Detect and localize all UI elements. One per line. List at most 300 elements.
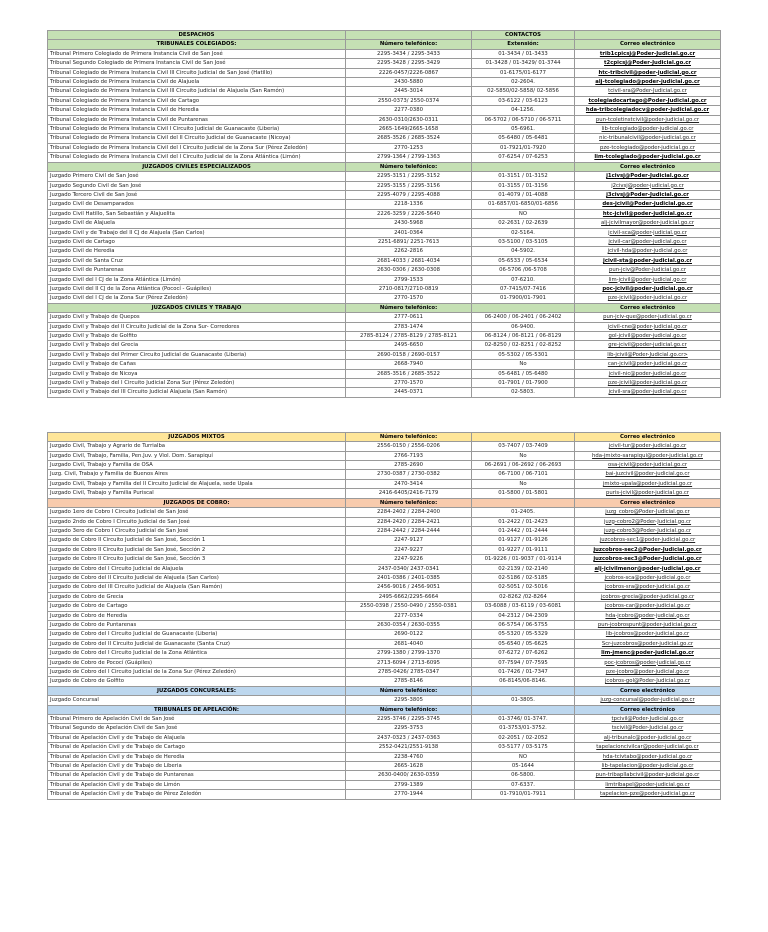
email-link[interactable]: jcivil-sra@poder-judicial.go.cr [608,389,687,396]
table-row [48,59,721,68]
table-row [48,247,721,256]
extension: 06-8124 / 06-8121 / 06-8129 [472,332,575,341]
table-row [48,388,721,397]
extension: 02-5850/02-5858/ 02-5856 [472,87,575,96]
extension: 01-2405. [472,508,575,517]
extension: 05-6540 / 05-6625 [472,639,575,648]
table-row [48,639,721,648]
table-row [48,256,721,265]
email-address[interactable] [575,350,721,359]
extension: 01-7426 / 01-7347 [472,668,575,677]
column-header [346,31,472,40]
email-address[interactable] [575,143,721,152]
email-address[interactable] [575,379,721,388]
email-link[interactable]: des-jcivil@Poder-judicial.go.cr [602,201,693,208]
email-address[interactable] [575,181,721,190]
email-link[interactable]: juzg-cobro3@Poder-Judicial.go.cr [603,527,692,534]
email-link[interactable]: jcivil-hda@poder-judicial.go.cr [607,248,688,255]
email-address[interactable] [575,360,721,369]
phone-number: 2295-3753 [346,724,472,733]
office-name: Juzgado de Cobro del II Circuito Judicial de Guanacaste (Santa Cruz) [48,639,346,648]
email-address[interactable] [575,461,721,470]
email-link[interactable]: lib-jcivil@Poder-Judicial.go.cr> [607,351,688,358]
table-row [48,762,721,771]
phone-number: 2783-1474 [346,322,472,331]
email-address[interactable] [575,313,721,322]
phone-number: 2630-0400/ 2630-0359 [346,771,472,780]
email-address[interactable] [575,479,721,488]
extension: 01-3151 / 01-3152 [472,172,575,181]
table-row [48,470,721,479]
email-address[interactable] [575,545,721,554]
office-name: Juzgado de Cobro del I Circuito Judicial de la Zona Sur (Pérez Zeledón) [48,668,346,677]
email-address[interactable] [575,602,721,611]
email-link[interactable]: limtribapel@poder-judicial.go.cr [605,781,690,788]
table-row [48,294,721,303]
phone-number: 2730-0387 / 2730-0382 [346,470,472,479]
email-address[interactable] [575,517,721,526]
email-link[interactable]: gol-jcivil@poder-judicial.go.cr [608,333,687,339]
email-address[interactable] [575,219,721,228]
email-link[interactable]: jcobros-sca@poder-judicial.go.cr [604,574,691,581]
email-address[interactable] [575,715,721,724]
office-name: Juzgado Civil y Trabajo del Grecia [48,341,346,350]
email-link[interactable]: hda-jmixto-sarapiqui@poder-judicial.go.cr [592,452,703,459]
table-row [48,630,721,639]
email-link[interactable]: pun-tcoletinstcivil@poder-judicial.go.cr [595,116,700,123]
office-name: Juzgado de Cobro del I Circuito Judicial de Alajuela [48,564,346,573]
extension: 01-9127 / 01-9126 [472,536,575,545]
table-row [48,583,721,592]
phone-number: 2284-2402 / 2284-2400 [346,508,472,517]
email-link[interactable]: htc-jcivil@poder-judicial.go.cr [602,210,693,217]
office-name: Tribunal Colegiado de Primera Instancia Civil del I Circuito Judicial de la Zona Atlántica (Limón) [48,153,346,162]
email-link[interactable]: tscivil@Poder-Judicial.go.cr [611,725,684,732]
table-row [48,266,721,275]
email-address[interactable] [575,564,721,573]
table-row [48,508,721,517]
email-link[interactable]: j3civsj@Poder-Judicial.go.cr [606,191,689,198]
table-row [48,360,721,369]
email-link[interactable]: tapelacion-pze@poder-judicial.go.cr [600,791,695,798]
extension: 01-5800 / 01-5801 [472,489,575,498]
extension: 05-6480 / 05-6481 [472,134,575,143]
extension: 04-1256. [472,106,575,115]
email-link[interactable]: nic-tribunalcivil@poder-judicial.go.cr [599,135,696,142]
email-address[interactable] [575,294,721,303]
phone-number: 2785-0426/ 2785-0347 [346,668,472,677]
extension: 03-5177 / 03-5175 [472,743,575,752]
email-link[interactable]: j1civsj@Poder-Judicial.go.cr [606,173,689,180]
email-address[interactable] [575,639,721,648]
phone-number: 2295-3746 / 2295-3745 [346,715,472,724]
extension: No [472,479,575,488]
office-name: Juzgado Civil y Trabajo del III Circuito Judicial Alajuela (San Ramón) [48,388,346,397]
email-address[interactable] [575,526,721,535]
email-link[interactable]: pun-jcobrospunt@poder-judicial.go.cr [597,621,698,628]
extension: 02-8250 / 02-8251 / 02-8252 [472,341,575,350]
phone-number: 2251-6891/ 2251-7613 [346,237,472,246]
extension: 01-7900/01-7901 [472,294,575,303]
email-link[interactable]: tcolegiadocartago@Poder-Judicial.go.cr [588,97,707,104]
email-address[interactable] [575,790,721,799]
table-row [48,696,721,705]
email-link[interactable]: alj-jcivilmenor@poder-judicial.go.cr [594,565,701,572]
extension: NO [472,209,575,218]
office-name: Juzgado Civil de Alajuela [48,219,346,228]
email-link[interactable]: jcivil-tur@poder-judicial.go.cr [608,443,687,450]
email-address[interactable] [575,677,721,686]
email-address[interactable] [575,630,721,639]
extension: 06-2400 / 06-2401 / 06-2402 [472,313,575,322]
email-address[interactable] [575,256,721,265]
email-link[interactable]: lib-tapelacion@poder-judicial.go.cr [601,763,694,770]
column-header [575,31,721,40]
email-address[interactable] [575,611,721,620]
email-address[interactable] [575,341,721,350]
table-row [48,322,721,331]
column-header: Correo electrónico [575,40,721,49]
email-link[interactable]: jcivil-car@poder-judicial.go.cr [608,238,687,245]
office-name: Juzgado Concursal [48,696,346,705]
email-address[interactable] [575,733,721,742]
email-address[interactable] [575,87,721,96]
email-link[interactable]: pze-tcolegiado@poder-judicial.go.cr [600,144,695,151]
section-header-top [48,40,721,49]
email-address[interactable] [575,247,721,256]
email-address[interactable] [575,369,721,378]
email-link[interactable]: pze-jcivil@poder-judicial.go.cr [607,380,688,387]
office-name: Juzgado Civil y Trabajo de Golfito [48,332,346,341]
extension: 01-6857/01-6850/01-6856 [472,200,575,209]
phone-number: 2247-9227 [346,545,472,554]
email-address[interactable] [575,59,721,68]
column-header: Extensión: [472,40,575,49]
email-address[interactable] [575,209,721,218]
email-address[interactable] [575,573,721,582]
email-address[interactable] [575,228,721,237]
office-name: Juzgado Civil de Cartago [48,237,346,246]
office-name: Juzgado de Cobro de Grecia [48,592,346,601]
email-address[interactable] [575,470,721,479]
email-link[interactable]: juzcobros-sec2@Poder-Judicial.go.cr [593,546,702,553]
phone-number: 2295-3434 / 2295-3433 [346,49,472,58]
email-address[interactable] [575,658,721,667]
table-row [48,106,721,115]
email-address[interactable] [575,724,721,733]
email-link[interactable]: pun-jciv-que@poder-judicial.go.cr [603,314,692,321]
email-link[interactable]: Scr-juzcobros@poder-judicial.go.cr [601,640,694,647]
email-address[interactable] [575,125,721,134]
phone-number: 2247-9226 [346,555,472,564]
email-address[interactable] [575,771,721,780]
extension: 02-2631 / 02-2639 [472,219,575,228]
section-header-civtrab [48,303,721,312]
office-name: Juzgado Civil, Trabajo y Familia del II Circuito Judicial de Alajuela, sede Upala [48,479,346,488]
extension: 02-2604. [472,78,575,87]
extension: 02-5803. [472,388,575,397]
email-link[interactable]: pze-jcivil@poder-judicial.go.cr [607,295,688,302]
email-address[interactable] [575,508,721,517]
email-address[interactable] [575,172,721,181]
table-row [48,350,721,359]
email-link[interactable]: jcivil-nic@poder-judicial.go.cr [608,370,687,377]
extension: 03-6122 / 03-6123 [472,96,575,105]
office-name: Tribunal de Apelación Civil y de Trabajo de Limón [48,780,346,789]
email-address[interactable] [575,583,721,592]
email-address[interactable] [575,592,721,601]
column-header: CONTACTOS [472,31,575,40]
phone-number: 2799-1533 [346,275,472,284]
extension: 01-9226 / 01-9037 / 01-9114 [472,555,575,564]
extension: No [472,451,575,460]
office-name: Juzgado Civil y de Trabajo del II CJ de Alajuela (San Carlos) [48,228,346,237]
phone-number: 2710-0817/2710-0819 [346,284,472,293]
phone-number: 2456-9016 / 2456-9051 [346,583,472,592]
column-header [472,162,575,171]
extension: 01-9227 / 01-9111 [472,545,575,554]
email-link[interactable]: jcobros-gol@Poder-Judicial.go.cr [604,678,691,685]
phone-number: 2218-1336 [346,200,472,209]
phone-number: 2226-0457/2226-0867 [346,68,472,77]
office-name: Tribunal Colegiado de Primera Instancia Civil I Circuito Judicial de Guanacaste (Liberia) [48,125,346,134]
phone-number: 2295-3805 [346,696,472,705]
extension: 01-4079 / 01-4088 [472,190,575,199]
email-link[interactable]: pun-jciv@Poder-Judicial.go.cr [608,267,686,274]
phone-number: 2770-1570 [346,379,472,388]
office-name: Juzgado Civil Hatillo, San Sebastián y Alajuelita [48,209,346,218]
spacer-row [48,415,721,424]
phone-number: 2262-2816 [346,247,472,256]
email-address[interactable] [575,762,721,771]
phone-number: 2665-1628 [346,762,472,771]
email-address[interactable] [575,620,721,629]
email-link[interactable]: jcobros-grecia@poder-judicial.go.cr [600,593,695,600]
section-title: JUZGADOS DE COBRO: [48,498,346,507]
email-link[interactable]: jcivil-sca@poder-judicial.go.cr [608,229,687,236]
email-link[interactable]: can-jcivil@poder-judicial.go.cr [607,361,688,368]
office-name: Tribunal de Apelación Civil y de Trabajo de Puntarenas [48,771,346,780]
extension: 02-5186 / 02-5185 [472,573,575,582]
column-header [472,686,575,695]
column-header: Número telefónico: [346,686,472,695]
extension: NO [472,752,575,761]
email-address[interactable] [575,322,721,331]
extension: 05-5302 / 05-5301 [472,350,575,359]
email-address[interactable] [575,78,721,87]
office-name: Tribunal de Apelación Civil y de Trabajo de Pérez Zeledón [48,790,346,799]
phone-number: 2295-3155 / 2295-3156 [346,181,472,190]
extension: 03-7407 / 03-7409 [472,442,575,451]
email-address[interactable] [575,115,721,124]
email-address[interactable] [575,190,721,199]
office-name: Juzgado de Cobro II Circuito Judicial de San José, Sección 2 [48,545,346,554]
phone-number: 2681-4040 [346,639,472,648]
email-link[interactable]: hda-tribcolegiadocv@poder-judicial.go.cr [585,107,710,114]
phone-number: 2550-0398 / 2550-0490 / 2550-0381 [346,602,472,611]
office-name: Juzgado 1ero de Cobro I Circuito Judicial de San José [48,508,346,517]
office-name: Juzg. Civil, Trabajo y Familia de Buenos Aires [48,470,346,479]
email-link[interactable]: lib-jcobros@poder-judicial.go.cr [605,631,690,638]
table-row [48,68,721,77]
column-header: Número telefónico: [346,40,472,49]
office-name: Juzgado de Cobro II Circuito Judicial de San José, Sección 1 [48,536,346,545]
office-name: Tribunal Primero de Apelación Civil de San José [48,715,346,724]
email-address[interactable] [575,668,721,677]
email-link[interactable]: lib-tcolegiado@poder-judicial.go.cr [601,126,694,133]
email-link[interactable]: jcobros-car@poder-judicial.go.cr [604,603,691,610]
section-title: TRIBUNALES DE APELACIÓN: [48,705,346,714]
email-link[interactable]: lim-jcivil@poder-judicial.go.cr [608,276,687,283]
phone-number: 2690-0122 [346,630,472,639]
extension: 06-7100 / 06-7101 [472,470,575,479]
email-link[interactable]: juzcobros-sec3@Poder-Judicial.go.cr [593,556,702,563]
email-address[interactable] [575,451,721,460]
email-link[interactable]: t2cpicsj@Poder-Judicial.go.cr [604,60,691,67]
email-address[interactable] [575,153,721,162]
email-address[interactable] [575,743,721,752]
extension: 02-5164. [472,228,575,237]
extension: 05-1644 [472,762,575,771]
email-address[interactable] [575,275,721,284]
phone-number: 2277-0334 [346,611,472,620]
extension: 02-2139 / 02-2140 [472,564,575,573]
office-name: Tribunal Colegiado de Primera Instancia Civil de Alajuela [48,78,346,87]
phone-number: 2785-2690 [346,461,472,470]
email-address[interactable] [575,388,721,397]
table-row [48,209,721,218]
table-row [48,649,721,658]
email-link[interactable]: juzg-concursal@poder-judicial.go.cr [600,697,695,704]
phone-number: 2685-3516 / 2685-3522 [346,369,472,378]
email-link[interactable]: alj-tcolegiado@poder-judicial.go.cr [595,79,700,86]
table-row [48,332,721,341]
table-row [48,790,721,799]
phone-number: 2766-7193 [346,451,472,460]
extension: 01-2422 / 01-2423 [472,517,575,526]
extension: 05-6481 / 05-6480 [472,369,575,378]
email-link[interactable]: tapelacioncivilcar@poder-judicial.go.cr [596,744,699,751]
table-row [48,658,721,667]
extension: 07-7594 / 07-7595 [472,658,575,667]
email-address[interactable] [575,752,721,761]
email-address[interactable] [575,284,721,293]
email-address[interactable] [575,106,721,115]
email-link[interactable]: juzcobros-sec1@poder-judicial.go.cr [599,537,696,544]
email-link[interactable]: jcivil-sta@poder-judicial.go.cr [603,257,692,264]
email-address[interactable] [575,49,721,58]
email-link[interactable]: tpcivil@Poder-Judicial.go.cr [611,716,684,723]
email-address[interactable] [575,200,721,209]
email-address[interactable] [575,68,721,77]
office-name: Juzgado Civil del II CJ de la Zona Atlántica (Pococí - Guápiles) [48,284,346,293]
extension: 02-5051 / 02-5016 [472,583,575,592]
email-address[interactable] [575,442,721,451]
email-link[interactable]: htc-tribcivil@poder-judicial.go.cr [598,69,697,76]
email-link[interactable]: puris-jcivil@poder-judicial.go.cr [606,490,689,497]
email-address[interactable] [575,555,721,564]
column-header [472,705,575,714]
office-name: Tribunal Colegiado de Primera Instancia Civil de Heredia [48,106,346,115]
email-address[interactable] [575,134,721,143]
office-name: Juzgado Primero Civil de San José [48,172,346,181]
email-link[interactable]: juzg-cobro2@Poder-Judicial.go.cr [603,518,692,525]
email-link[interactable]: lim-jmenc@poder-judicial.go.cr [601,650,694,657]
phone-number: 2445-0371 [346,388,472,397]
email-address[interactable] [575,780,721,789]
phone-number: 2238-4760 [346,752,472,761]
office-name: Juzgado Civil de Puntarenas [48,266,346,275]
extension: 01-7910/01-7911 [472,790,575,799]
phone-number: 2685-3526 / 2685-3524 [346,134,472,143]
email-link[interactable]: pze-jcobro@poder-judicial.go.cr [605,669,690,675]
table-row [48,592,721,601]
email-address[interactable] [575,649,721,658]
table-row [48,573,721,582]
extension: 02-8262 /02-8264 [472,592,575,601]
email-link[interactable]: trib1cpicsj@Poder-Judicial.go.cr [599,50,696,57]
column-header: Número telefónico: [346,705,472,714]
extension: 01-3805. [472,696,575,705]
email-address[interactable] [575,266,721,275]
email-link[interactable]: jmixto-upala@poder-judicial.go.cr [602,480,693,487]
extension: 01-2442 / 01-2444 [472,526,575,535]
email-link[interactable]: osa-jcivil@poder-judicial.go.cr [607,462,688,469]
email-link[interactable]: poc-jcivil@poder-judicial.go.cr [602,285,693,292]
email-link[interactable]: lim-tcolegiado@poder-judicial.go.cr [594,154,701,161]
table-row [48,771,721,780]
email-link[interactable]: alj-tribunalc@poder-judicial.go.cr [603,734,692,741]
table-row [48,275,721,284]
email-link[interactable]: gre-jcivil@poder-judicial.go.cr [608,342,687,349]
phone-number: 2681-4033 / 2681-4034 [346,256,472,265]
email-link[interactable]: hda-tcivtabo@poder-judicial.go.cr [602,753,693,760]
office-name: Tribunal Segundo Colegiado de Primera Instancia Civil de San José [48,59,346,68]
email-link[interactable]: jcobros-sra@poder-judicial.go.cr [604,584,691,591]
phone-number: 2284-2420 / 2284-2421 [346,517,472,526]
email-address[interactable] [575,536,721,545]
office-name: Juzgado Civil y Trabajo del II Circuito Judicial de la Zona Sur- Corredores [48,322,346,331]
email-link[interactable]: hda-jcobro@poder-judicial.go.cr [605,612,690,619]
email-link[interactable]: poc-jcobros@poder-judicial.go.cr [604,659,691,666]
office-name: Juzgado 3ero de Cobro I Circuito Judicial de San José [48,526,346,535]
extension: 07-7415/07-7416 [472,284,575,293]
email-link[interactable]: alj-jcivilmayor@poder-judicial.go.cr [601,220,694,227]
email-address[interactable] [575,96,721,105]
email-address[interactable] [575,489,721,498]
office-name: Juzgado de Cobro de Cartago [48,602,346,611]
office-name: Juzgado de Cobro II Circuito Judicial de San José, Sección 3 [48,555,346,564]
office-name: Juzgado Civil, Trabajo, Familia, Pen.Juv. y Viol. Dom. Sarapiquí [48,451,346,460]
email-link[interactable]: jcivil-cne@poder-judicial.go.cr [607,323,688,330]
table-row [48,134,721,143]
column-header [472,498,575,507]
extension: 01-3428 / 01-3429/ 01-3744 [472,59,575,68]
extension: 01-7901 / 01-7900 [472,379,575,388]
email-address[interactable] [575,332,721,341]
email-link[interactable]: j2civsj@poder-judicial.go.cr [611,182,684,189]
email-link[interactable]: juzg_cobro@Poder-Judicial.go.cr [605,509,690,516]
email-link[interactable]: bai-juzcivil@poder-judicial.go.cr [605,471,690,478]
office-name: Juzgado de Cobro del I Circuito Judicial de la Zona Atlántica [48,649,346,658]
email-link[interactable]: pun-tribapllabcivil@poder-judicial.go.cr [595,772,700,779]
email-address[interactable] [575,696,721,705]
section-title: JUZGADOS CIVILES ESPECIALIZADOS [48,162,346,171]
table-row [48,200,721,209]
email-link[interactable]: tcivil-sra@Poder-Judicial.go.cr [608,88,687,95]
column-header: Correo electrónico [575,303,721,312]
email-address[interactable] [575,237,721,246]
